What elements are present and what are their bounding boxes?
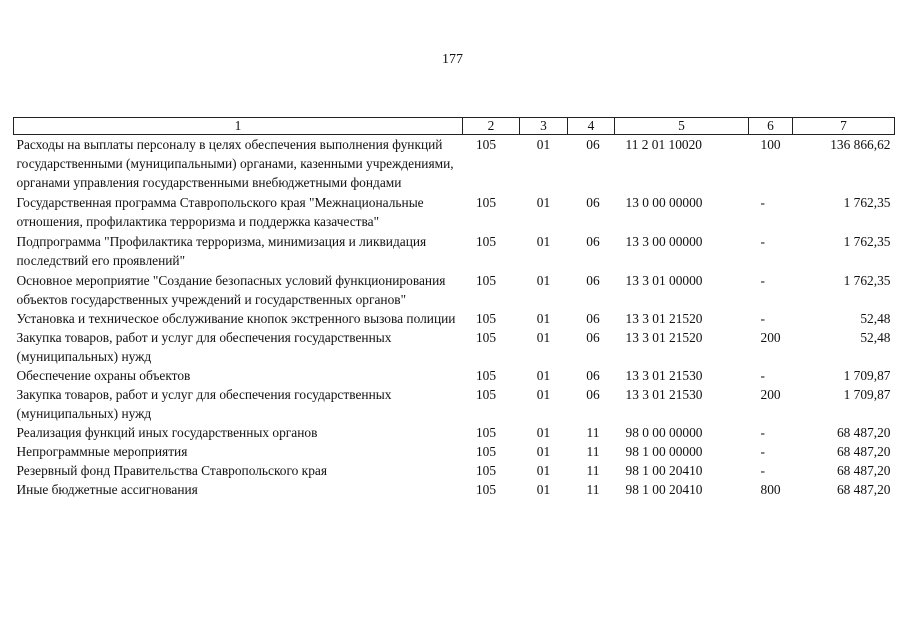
row-target-article: 98 1 00 20410 [625, 482, 703, 497]
table-row [14, 309, 895, 328]
row-expense-type: - [760, 368, 765, 383]
row-name: Реализация функций иных государственных органов [16, 425, 318, 440]
row-ministry: 105 [475, 368, 497, 383]
row-name: Резервный фонд Правительства Ставропольского края [16, 463, 327, 478]
row-target-article: 13 3 01 21530 [625, 387, 703, 402]
row-ministry: 105 [475, 444, 497, 459]
table-row [14, 135, 895, 194]
row-amount: 52,48 [860, 330, 891, 345]
row-subsection: 11 [586, 482, 600, 497]
row-expense-type: 200 [760, 387, 781, 402]
row-amount: 1 762,35 [843, 234, 891, 249]
table-row [14, 193, 895, 232]
row-amount: 1 762,35 [843, 273, 891, 288]
row-name: Подпрограмма "Профилактика терроризма, минимизация и ликвидация последствий его проявлений" [16, 234, 427, 268]
column-header-expense-type: 6 [749, 118, 793, 135]
row-name: Закупка товаров, работ и услуг для обеспечения государственных (муниципальных) нужд [16, 330, 392, 364]
row-target-article: 11 2 01 10020 [625, 137, 702, 152]
row-amount: 68 487,20 [836, 482, 891, 497]
row-section: 01 [536, 137, 551, 152]
row-section: 01 [536, 482, 551, 497]
row-ministry: 105 [475, 273, 497, 288]
row-amount: 68 487,20 [836, 463, 891, 478]
row-subsection: 06 [586, 195, 600, 210]
row-amount: 68 487,20 [836, 444, 891, 459]
row-name: Непрограммные мероприятия [16, 444, 188, 459]
row-amount: 1 709,87 [843, 387, 891, 402]
column-header-ministry: 2 [463, 118, 520, 135]
row-subsection: 06 [586, 311, 600, 326]
row-ministry: 105 [475, 195, 497, 210]
page-number: 177 [442, 52, 463, 67]
row-expense-type: - [760, 234, 765, 249]
row-ministry: 105 [475, 482, 497, 497]
table-row [14, 423, 895, 442]
row-ministry: 105 [475, 425, 497, 440]
row-expense-type: - [760, 444, 765, 459]
row-subsection: 06 [586, 234, 600, 249]
row-amount: 1 762,35 [843, 195, 891, 210]
row-target-article: 13 3 01 21530 [625, 368, 703, 383]
row-ministry: 105 [475, 463, 497, 478]
row-section: 01 [536, 311, 551, 326]
row-amount: 68 487,20 [836, 425, 891, 440]
row-expense-type: - [760, 425, 765, 440]
row-section: 01 [536, 234, 551, 249]
table-row [14, 328, 895, 366]
table-header-row [14, 118, 895, 135]
row-ministry: 105 [475, 311, 497, 326]
row-target-article: 98 1 00 00000 [625, 444, 703, 459]
table-row [14, 271, 895, 309]
row-expense-type: - [760, 311, 765, 326]
row-section: 01 [536, 425, 551, 440]
table-row [14, 442, 895, 461]
row-section: 01 [536, 368, 551, 383]
column-header-section: 3 [520, 118, 568, 135]
row-expense-type: - [760, 195, 765, 210]
row-subsection: 06 [586, 368, 600, 383]
row-expense-type: 800 [760, 482, 781, 497]
row-name: Установка и техническое обслуживание кнопок экстренного вызова полиции [16, 311, 456, 326]
row-amount: 1 709,87 [843, 368, 891, 383]
row-target-article: 13 3 01 21520 [625, 311, 703, 326]
row-subsection: 06 [586, 330, 600, 345]
row-ministry: 105 [475, 330, 497, 345]
row-section: 01 [536, 330, 551, 345]
row-subsection: 06 [586, 137, 600, 152]
row-section: 01 [536, 387, 551, 402]
row-expense-type: - [760, 463, 765, 478]
row-target-article: 13 3 01 21520 [625, 330, 703, 345]
row-name: Основное мероприятие "Создание безопасных условий функционирования объектов государственных учреждений и государственных органов" [16, 273, 446, 307]
column-header-name: 1 [14, 118, 463, 135]
row-target-article: 98 0 00 00000 [625, 425, 703, 440]
row-section: 01 [536, 463, 551, 478]
row-expense-type: - [760, 273, 765, 288]
row-section: 01 [536, 273, 551, 288]
table-row [14, 385, 895, 423]
row-target-article: 13 3 00 00000 [625, 234, 703, 249]
row-subsection: 11 [586, 444, 600, 459]
row-name: Расходы на выплаты персоналу в целях обеспечения выполнения функций государственными (муниципальными) органами, казенными учреждениями, органами управления государственными внебюджетными фондами [16, 137, 454, 190]
budget-table [13, 117, 895, 499]
row-target-article: 13 0 00 00000 [625, 195, 703, 210]
row-amount: 52,48 [860, 311, 891, 326]
table-row [14, 366, 895, 385]
table-row [14, 232, 895, 271]
column-header-target-article: 5 [615, 118, 749, 135]
row-name: Иные бюджетные ассигнования [16, 482, 198, 497]
row-ministry: 105 [475, 137, 497, 152]
table-row [14, 461, 895, 480]
row-subsection: 11 [586, 463, 600, 478]
row-name: Закупка товаров, работ и услуг для обеспечения государственных (муниципальных) нужд [16, 387, 392, 421]
row-name: Обеспечение охраны объектов [16, 368, 191, 383]
row-expense-type: 100 [760, 137, 781, 152]
row-name: Государственная программа Ставропольского края "Межнациональные отношения, профилактика терроризма и поддержка казачества" [16, 195, 424, 229]
row-section: 01 [536, 444, 551, 459]
row-ministry: 105 [475, 387, 497, 402]
row-subsection: 06 [586, 273, 600, 288]
row-subsection: 06 [586, 387, 600, 402]
row-target-article: 13 3 01 00000 [625, 273, 703, 288]
table-row [14, 480, 895, 499]
row-target-article: 98 1 00 20410 [625, 463, 703, 478]
row-expense-type: 200 [760, 330, 781, 345]
column-header-amount: 7 [793, 118, 895, 135]
column-header-subsection: 4 [568, 118, 615, 135]
row-section: 01 [536, 195, 551, 210]
row-ministry: 105 [475, 234, 497, 249]
row-subsection: 11 [586, 425, 600, 440]
row-amount: 136 866,62 [830, 137, 891, 152]
